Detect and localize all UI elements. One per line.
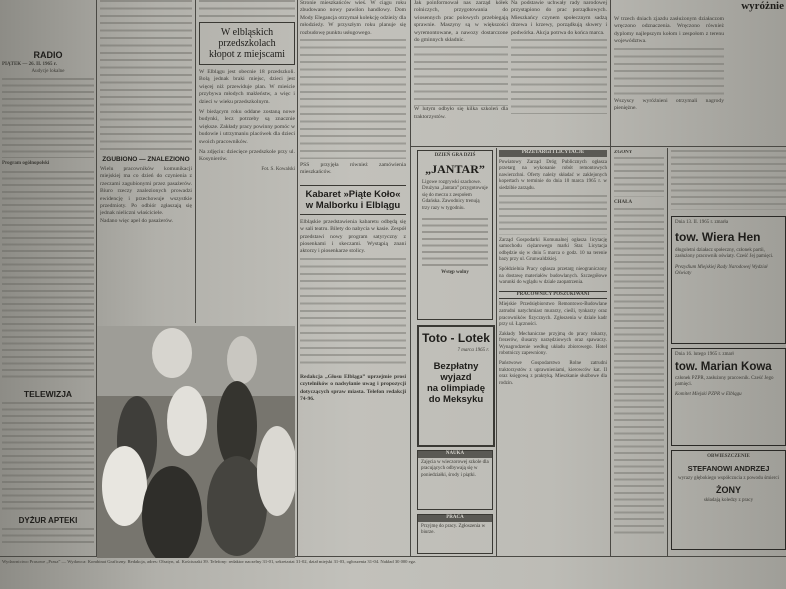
program-label: Program ogólnopolski	[2, 161, 50, 167]
toto-line1: Bezpłatny	[433, 360, 479, 372]
kabaret-headline	[300, 185, 406, 215]
radio-sub: Audycje lokalne	[31, 68, 65, 74]
toto-line3: na olimpiadę	[426, 382, 486, 394]
obit-2-date: Dnia 16. lutego 1965 r. zmarł	[675, 352, 734, 357]
obit-1-date: Dnia 13. II. 1965 r. zmarła	[675, 220, 729, 225]
jantar-ad	[417, 150, 493, 320]
headline-line3: kłopot z miejscami	[208, 49, 286, 60]
notice-6: Państwowe Gospodarstwo Rolne zatrudni traktorzystów z uprawnieniami, kierowców kat. II oraz księgową z praktyką. Mieszkanie służbowe dla rodzin.	[499, 361, 607, 386]
jantar-top: DZIEŃ GRA DZIŚ	[434, 153, 476, 158]
col4-paragraph-1: Stronie mieszkańców wieś. W ciągu roku zbudowano nowy pawilon handlowy. Dom Mody Elegancja otrzymał kolekcję odzieży dla młodzieży. W przyszłym roku planuje się rozbudowę punktu usługowego.	[300, 0, 406, 36]
notice-3: Spółdzielnia Pracy ogłasza przetarg nieograniczony na dostawę materiałów budowlanych. Szczegółowe warunki do wglądu w dziale zaopatrzenia.	[499, 266, 607, 286]
obituary-2	[671, 348, 786, 446]
column-rule	[667, 148, 668, 556]
article-top-text	[199, 0, 295, 18]
col4-text-block	[300, 39, 406, 159]
obit-1-text: długoletni działacz społeczny, członek partii, zasłużony pracownik oświaty. Cześć Jej pamięci.	[675, 247, 774, 260]
doll-figure	[227, 336, 257, 384]
footer-text: Wydawnictwo Prasowe „Prasa” — Wydawca: Kombinat Graficzny. Redakcja, adres: Olsztyn, ul. Kościuszki 39. Telefony: redaktor naczelny 31-01, sekretariat 31-02, dział miejski 31-03, ogłoszenia 31-04. Nakład 30 000 egz.	[2, 559, 417, 564]
col7-paragraph-1: W trzech dniach zjazdu zasłużonym działaczom wręczono odznaczenia. Wręczono również dyplomy najlepszym kołom i zespołom z terenu województwa.	[614, 16, 724, 45]
obit-2-name: tow. Marian Kowa	[675, 360, 772, 373]
col7-paragraph-2: Wszyscy wyróżnieni otrzymali nagrody pieniężne.	[614, 97, 724, 112]
radio-title: RADIO	[33, 50, 63, 60]
toto-date: 7 marca 1965 r.	[457, 348, 489, 353]
toto-line4: do Meksyku	[428, 393, 484, 405]
obit-3-sub: OBWIESZCZENIE	[707, 454, 750, 459]
obit-3-name: STEFANOWI ANDRZEJ	[687, 463, 770, 473]
obituary-1	[671, 216, 786, 344]
col7-text-block	[614, 48, 724, 98]
col6-text-block	[511, 39, 607, 114]
column-rule	[610, 0, 611, 556]
col8-text-block	[614, 157, 664, 197]
obit-1-name: tow. Wiera Hen	[675, 229, 761, 244]
column-7	[614, 0, 784, 144]
kabaret-line2: w Malborku i Elblągu	[305, 199, 401, 211]
kabaret-text: Elbląskie przedstawienia kabaretu odbędą się w sali teatru. Bilety do nabycia w kasie. Zespół przedstawi nowy program satyryczny z piosenkami i skeczami. Wystąpią znani aktorzy i piosenkarze stolicy.	[300, 218, 406, 255]
section-rule	[410, 146, 786, 147]
nauka-box	[417, 450, 493, 510]
child-figure	[257, 426, 295, 516]
obit-1-sig: Prezydium Miejskiej Rady Narodowej Wydział Oświaty	[675, 264, 768, 277]
article-paragraph-2: W bieżącym roku oddane zostaną nowe budynki, lecz potrzeby są znacznie większe. Zakłady pracy powinny pomóc w budowie i utrzymaniu placówek dla dzieci swoich pracowników.	[199, 109, 295, 145]
column-4	[300, 0, 406, 556]
notices-subheader: PRACOWNICY POSZUKIWANI	[499, 291, 607, 300]
notices-header: PRZETARGI I LICYTACJE	[499, 150, 607, 157]
headline-line2: przedszkolach	[218, 38, 276, 49]
jantar-title: „JANTAR”	[425, 161, 485, 176]
doll-figure	[152, 328, 192, 378]
child-figure	[167, 386, 207, 456]
toto-title: Toto - Lotek	[422, 331, 490, 345]
kabaret-text-block	[300, 258, 406, 368]
column-rule	[496, 148, 497, 556]
notices-column	[499, 150, 607, 554]
tv-title: TELEWIZJA	[23, 388, 73, 399]
photo-credit: Fot. S. Kowalski	[261, 166, 295, 172]
tv-schedule-block	[2, 402, 94, 510]
redakcja-notice: Redakcja „Głosu Elbląga” uprzejmie prosi czytelników o nadsyłanie uwag i propozycji dotyczących spraw miasta. Telefon redakcji 74-96.	[300, 373, 406, 403]
nauka-title: NAUKA	[418, 451, 492, 458]
column-6	[511, 0, 607, 144]
obit-3-text: wyrazy głębokiego współczucia z powodu śmierci	[678, 475, 779, 481]
obit-3-sig: składają koledzy z pracy	[703, 498, 754, 504]
col7-heading: wyróżnie	[741, 0, 784, 12]
col8-mid: CHAŁA	[614, 199, 633, 205]
notice-text-block	[499, 195, 607, 235]
praca-body: Przyjmę do pracy. Zgłoszenia w biurze.	[421, 523, 486, 536]
radio-date: PIĄTEK — 26. II. 1965 r.	[2, 62, 57, 67]
lost-found-heading: ZGUBIONO — ZNALEZIONO	[102, 156, 190, 163]
notice-4: Miejskie Przedsiębiorstwo Remontowo-Budowlane zatrudni natychmiast murarzy, cieśli, tynkarzy oraz pracowników fizycznych. Zgłoszenia w dziale kadr przy ul. Łączności.	[499, 302, 607, 328]
col8-text-block-2	[614, 208, 664, 538]
obit-3-name2: ŻONY	[715, 485, 741, 496]
obit-2-text: członek PZPR, zasłużony pracownik. Cześć Jego pamięci.	[675, 375, 774, 388]
lost-found-text-2: Nadano więc apel do pasażerów.	[100, 217, 174, 224]
jantar-body: Ligowe rozgrywki szachowe. Drużyna „Jantara” przygotowuje się do meczu z zespołem Gdańska. Zawodnicy trenują trzy razy w tygodniu.	[422, 179, 488, 211]
article-paragraph-1: W Elblągu jest obecnie 18 przedszkoli. Bolą jednak braki miejsc, dzieci jest więcej niż przewiduje plan. W mieście przybywa młodych małżeństw, a więc i dzieci w wieku przedszkolnym.	[199, 69, 295, 105]
obit-2-sig: Komitet Miejski PZPR w Elblągu	[675, 391, 742, 397]
column-2	[100, 0, 192, 320]
col8-top: ZGONY	[614, 150, 633, 155]
duty-title: DYŻUR APTEKI	[18, 515, 78, 525]
toto-line2: wyjazd	[440, 371, 472, 383]
jantar-text-block	[422, 218, 488, 268]
col5-paragraph-2: W lutym odbyło się kilka szkoleń dla traktorzystów.	[414, 106, 508, 120]
nauka-body: Zajęcia w wieczorowej szkole dla pracujących odbywają się w poniedziałki, środy i piątki.	[421, 459, 489, 478]
notice-1: Powiatowy Zarząd Dróg Publicznych ogłasza przetarg na wykonanie robót remontowych nawierzchni. Oferty należy składać w zaklejonych kopertach w terminie do dnia 10 marca 1965 r. w siedzibie zarządu.	[499, 159, 607, 191]
obituaries	[671, 150, 786, 554]
toto-lotek-ad	[417, 325, 495, 447]
headline-box	[199, 22, 295, 65]
column-rule	[410, 0, 411, 556]
duty-block	[2, 528, 94, 548]
notice-5: Zakłady Mechaniczne przyjmą do pracy tokarzy, frezerów, ślusarzy narzędziowych oraz spawaczy. Wynagrodzenie według układu zbiorowego. Hotel robotniczy zapewniony.	[499, 331, 607, 357]
column-5	[414, 0, 508, 144]
preschool-photo	[97, 326, 295, 558]
obituary-3	[671, 450, 786, 550]
article-paragraph-3: Na zdjęciu: dziecięce przedszkole przy ul. Kosynierów.	[199, 149, 295, 163]
jantar-foot: Wstęp wolny	[441, 269, 469, 275]
child-figure	[102, 446, 147, 526]
kabaret-line1: Kabaret »Piąte Koło«	[305, 188, 401, 200]
col5-paragraph-1: Jak poinformował nas zarząd kółek rolniczych, przygotowania do wiosennych prac polowych przebiegają sprawnie. Maszyny są w większości wyremontowane, a nawozy dostarczone do gminnych składnic.	[414, 0, 508, 44]
praca-title: PRACA	[418, 515, 492, 522]
child-figure	[142, 466, 202, 558]
col4-paragraph-2: PSS przyjęła również zamówienia mieszkańców.	[300, 162, 406, 176]
radio-column	[2, 0, 94, 556]
column-rule	[297, 0, 298, 556]
photo-wall	[97, 326, 295, 396]
column-2-text-top	[100, 0, 192, 150]
obit-top-block	[671, 150, 786, 210]
preschool-article	[199, 0, 295, 322]
col5-text-block	[414, 46, 508, 106]
notice-2: Zarząd Gospodarki Komunalnej ogłasza licytację samochodu ciężarowego marki Star. Licytacja odbędzie się w dniu 5 marca o godz. 10 na terenie bazy przy ul. Grunwaldzkiej.	[499, 237, 607, 263]
radio-schedule-block	[2, 78, 94, 158]
headline-line1: W elbląskich	[220, 27, 274, 38]
column-8	[614, 150, 664, 554]
col6-paragraph-1: Na podstawie uchwały rady narodowej przystąpiono do prac porządkowych. Mieszkańcy czynem społecznym sadzą drzewa i krzewy, porządkują skwery i podwórka. Akcja potrwa do końca marca.	[511, 0, 607, 36]
praca-box	[417, 514, 493, 554]
column-rule	[195, 0, 196, 323]
footer	[2, 559, 784, 587]
lost-found-text: Wielu pracowników komunikacji miejskiej ma co dzień do czynienia z rzeczami zagubionymi przez pasażerów. Biuro rzeczy znalezionych prowadzi ewidencję i przechowuje wszystkie przedmioty. Po odbiór zgłaszają się jednak nieliczni właściciele.	[100, 166, 192, 217]
program-schedule-block	[2, 171, 94, 381]
